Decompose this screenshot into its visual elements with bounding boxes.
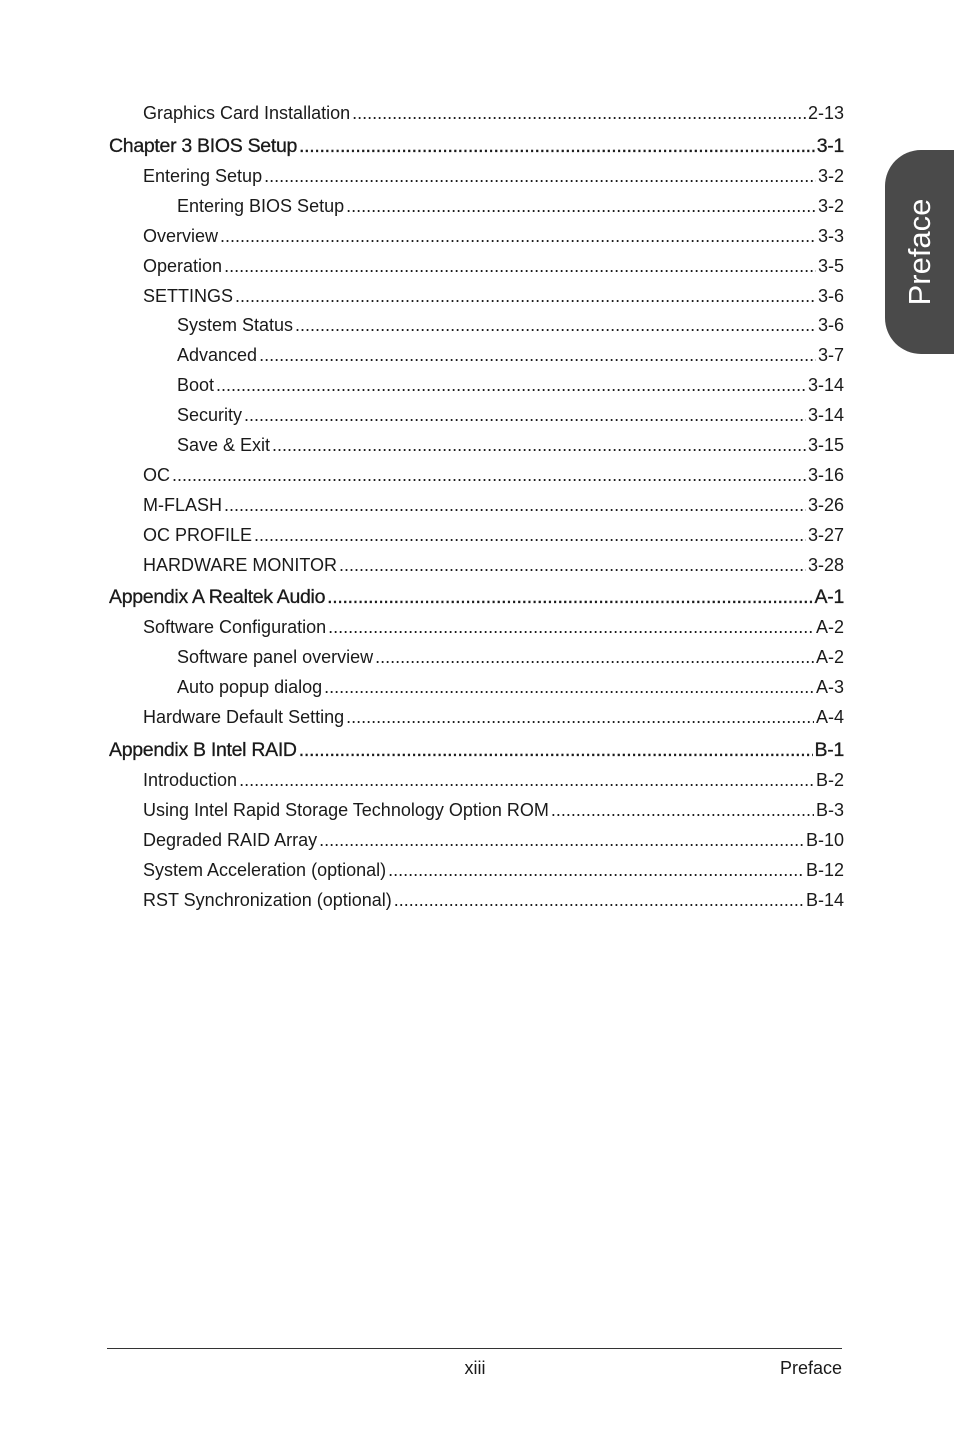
- toc-entry[interactable]: [143, 555, 844, 576]
- toc-entry[interactable]: [143, 770, 844, 791]
- toc-entry[interactable]: [177, 435, 844, 456]
- toc-entry-label: Hardware Default Setting: [143, 707, 345, 727]
- toc-entry[interactable]: [143, 103, 844, 124]
- toc-entry-label: Graphics Card Installation: [143, 103, 351, 123]
- toc-chapter-entry[interactable]: [109, 135, 844, 158]
- toc-entry-page: 3-15: [807, 435, 844, 455]
- toc-entry-page: 3-14: [807, 375, 844, 395]
- toc-entry-label: Entering BIOS Setup: [177, 196, 345, 216]
- toc-entry[interactable]: [177, 405, 844, 426]
- toc-entry-page: 3-14: [807, 405, 844, 425]
- toc-dot-leader: [239, 770, 814, 791]
- toc-entry-page: 3-6: [817, 286, 844, 306]
- toc-entry-page: A-3: [815, 677, 844, 697]
- toc-entry[interactable]: [177, 375, 844, 396]
- toc-dot-leader: [327, 586, 812, 609]
- toc-entry-label: OC: [143, 465, 170, 485]
- toc-dot-leader: [220, 226, 816, 247]
- toc-entry-label: System Status: [177, 315, 294, 335]
- toc-dot-leader: [216, 375, 806, 396]
- toc-entry-label: Appendix A Realtek Audio: [109, 586, 326, 608]
- toc-entry-page: B-2: [815, 770, 844, 790]
- toc-entry-label: Operation: [143, 256, 223, 276]
- toc-entry-label: Introduction: [143, 770, 238, 790]
- toc-entry-page: 3-2: [817, 196, 844, 216]
- toc-dot-leader: [388, 860, 804, 881]
- toc-dot-leader: [352, 103, 806, 124]
- toc-entry-label: Advanced: [177, 345, 258, 365]
- toc-entry-label: Using Intel Rapid Storage Technology Option ROM: [143, 800, 549, 820]
- toc-entry-page: 3-7: [817, 345, 844, 365]
- toc-dot-leader: [272, 435, 806, 456]
- toc-entry[interactable]: [143, 495, 844, 516]
- toc-entry-label: Entering Setup: [143, 166, 263, 186]
- toc-dot-leader: [551, 800, 814, 821]
- toc-entry-page: A-1: [814, 586, 844, 608]
- toc-dot-leader: [394, 890, 804, 911]
- toc-dot-leader: [224, 495, 806, 516]
- toc-entry-page: 3-1: [816, 135, 844, 157]
- toc-dot-leader: [299, 135, 815, 158]
- toc-entry-page: B-3: [815, 800, 844, 820]
- toc-entry-label: HARDWARE MONITOR: [143, 555, 338, 575]
- toc-entry[interactable]: [143, 890, 844, 911]
- toc-entry[interactable]: [143, 617, 844, 638]
- toc-entry[interactable]: [143, 707, 844, 728]
- toc-entry-page: 3-27: [807, 525, 844, 545]
- toc-entry-label: M-FLASH: [143, 495, 223, 515]
- toc-entry-page: 2-13: [807, 103, 844, 123]
- toc-dot-leader: [324, 677, 814, 698]
- toc-entry-label: RST Synchronization (optional): [143, 890, 392, 910]
- toc-entry[interactable]: [177, 647, 844, 668]
- toc-entry-label: Software Configuration: [143, 617, 327, 637]
- toc-dot-leader: [295, 315, 816, 336]
- toc-entry-label: Boot: [177, 375, 215, 395]
- toc-entry-label: Degraded RAID Array: [143, 830, 318, 850]
- toc-dot-leader: [319, 830, 804, 851]
- toc-entry-page: 3-2: [817, 166, 844, 186]
- toc-chapter-entry[interactable]: [109, 739, 844, 762]
- toc-entry[interactable]: [143, 830, 844, 851]
- footer-page-number: xiii: [464, 1358, 486, 1378]
- toc-entry[interactable]: [143, 465, 844, 486]
- toc-entry-page: B-10: [805, 830, 844, 850]
- side-tab-label: Preface: [902, 198, 937, 306]
- footer-section-title: Preface: [779, 1358, 842, 1378]
- toc-entry-page: 3-6: [817, 315, 844, 335]
- toc-entry[interactable]: [143, 166, 844, 187]
- side-tab: [885, 150, 954, 354]
- toc-entry-label: Chapter 3 BIOS Setup: [109, 135, 298, 157]
- toc-entry[interactable]: [143, 800, 844, 821]
- toc-entry-label: System Acceleration (optional): [143, 860, 387, 880]
- toc-dot-leader: [172, 465, 806, 486]
- toc-dot-leader: [346, 707, 814, 728]
- toc-dot-leader: [244, 405, 806, 426]
- toc-entry[interactable]: [177, 196, 844, 217]
- toc-entry-page: 3-5: [817, 256, 844, 276]
- toc-dot-leader: [328, 617, 814, 638]
- toc-dot-leader: [346, 196, 816, 217]
- toc-entry[interactable]: [143, 256, 844, 277]
- toc-entry-label: Security: [177, 405, 243, 425]
- toc-entry-page: A-4: [815, 707, 844, 727]
- toc-entry[interactable]: [143, 525, 844, 546]
- toc-dot-leader: [235, 286, 816, 307]
- toc-dot-leader: [259, 345, 816, 366]
- toc-dot-leader: [375, 647, 814, 668]
- toc-entry[interactable]: [177, 315, 844, 336]
- toc-entry-label: Appendix B Intel RAID: [109, 739, 297, 761]
- toc-entry-label: Overview: [143, 226, 219, 246]
- footer-divider: [107, 1348, 842, 1349]
- toc-entry-page: B-14: [805, 890, 844, 910]
- toc-dot-leader: [224, 256, 816, 277]
- toc-entry-label: Software panel overview: [177, 647, 374, 667]
- toc-entry-page: 3-16: [807, 465, 844, 485]
- toc-entry[interactable]: [177, 345, 844, 366]
- toc-entry-page: A-2: [815, 647, 844, 667]
- toc-entry-label: SETTINGS: [143, 286, 234, 306]
- toc-dot-leader: [264, 166, 816, 187]
- toc-entry[interactable]: [177, 677, 844, 698]
- toc-entry[interactable]: [143, 226, 844, 247]
- toc-entry-page: B-1: [814, 739, 844, 761]
- toc-entry-page: A-2: [815, 617, 844, 637]
- toc-entry[interactable]: [143, 860, 844, 881]
- toc-entry[interactable]: [143, 286, 844, 307]
- toc-entry-label: Save & Exit: [177, 435, 271, 455]
- toc-entry-page: 3-3: [817, 226, 844, 246]
- toc-dot-leader: [254, 525, 806, 546]
- toc-dot-leader: [299, 739, 813, 762]
- toc-entry-page: 3-28: [807, 555, 844, 575]
- toc-dot-leader: [339, 555, 806, 576]
- toc-chapter-entry[interactable]: [109, 586, 844, 609]
- toc-entry-label: OC PROFILE: [143, 525, 253, 545]
- toc-entry-page: 3-26: [807, 495, 844, 515]
- toc-entry-page: B-12: [805, 860, 844, 880]
- toc-entry-label: Auto popup dialog: [177, 677, 323, 697]
